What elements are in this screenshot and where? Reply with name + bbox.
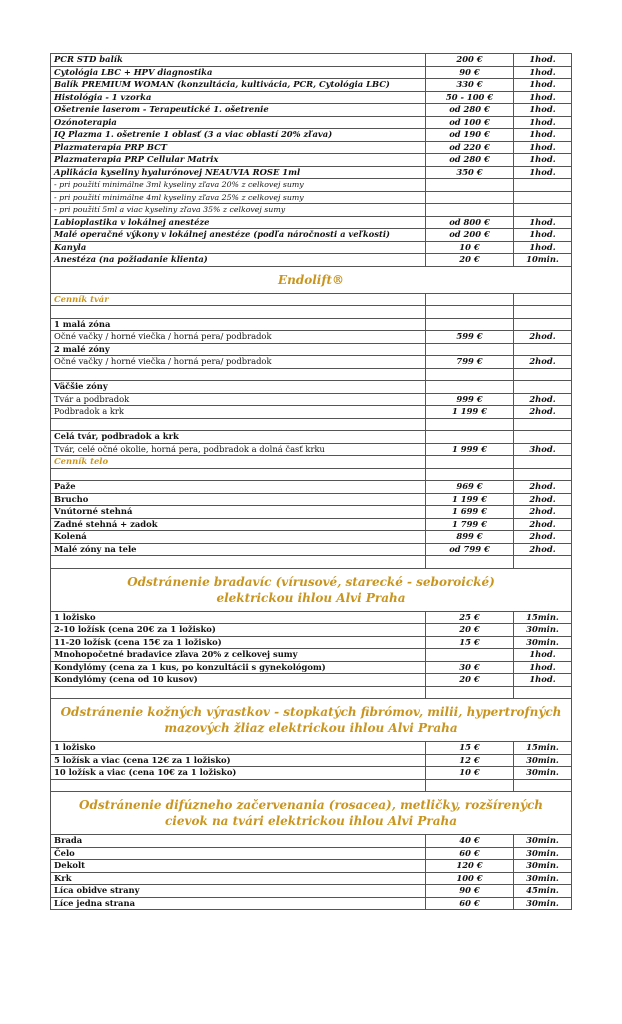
service-row [51, 661, 572, 674]
service-duration [514, 293, 572, 306]
service-row [51, 356, 572, 369]
service-name: Plazmaterapia PRP BCT [51, 141, 426, 154]
service-duration [514, 556, 572, 569]
service-row [51, 674, 572, 687]
service-duration: 1hod. [514, 674, 572, 687]
service-name [51, 418, 426, 431]
service-row [51, 54, 572, 67]
service-name: Líca obidve strany [51, 885, 426, 898]
service-price: 20 € [426, 254, 514, 267]
service-row [51, 835, 572, 848]
service-price [426, 418, 514, 431]
service-name: 5 ložísk a viac (cena 12€ za 1 ložisko) [51, 754, 426, 767]
section-heading-line: Odstránenie difúzneho začervenania (rosacea), metličky, rozšírených [78, 798, 544, 812]
service-duration: 2hod. [514, 493, 572, 506]
service-name: Dekolt [51, 860, 426, 873]
service-name: Kanyla [51, 241, 426, 254]
spacer-row [51, 686, 572, 699]
section-heading-row [51, 699, 572, 742]
service-price [426, 468, 514, 481]
service-price [426, 779, 514, 792]
service-name: 10 ložísk a viac (cena 10€ za 1 ložisko) [51, 767, 426, 780]
service-duration: 30min. [514, 636, 572, 649]
service-price [426, 306, 514, 319]
service-price: 100 € [426, 872, 514, 885]
section-heading [51, 792, 572, 835]
service-row [51, 104, 572, 117]
service-price: 969 € [426, 481, 514, 494]
service-duration [514, 306, 572, 319]
spacer-row [51, 306, 572, 319]
service-name: Kondylómy (cena od 10 kusov) [51, 674, 426, 687]
service-price [426, 293, 514, 306]
subsection-row [51, 293, 572, 306]
service-price: 20 € [426, 674, 514, 687]
service-price: 15 € [426, 636, 514, 649]
service-row [51, 216, 572, 229]
service-price [426, 649, 514, 662]
section-heading-line: Endolift® [277, 272, 345, 287]
service-duration: 2hod. [514, 481, 572, 494]
service-price: 999 € [426, 393, 514, 406]
service-name [51, 779, 426, 792]
service-name: Väčšie zóny [51, 381, 426, 394]
service-duration: 30min. [514, 897, 572, 910]
spacer-row [51, 556, 572, 569]
service-price: od 190 € [426, 129, 514, 142]
section-heading [51, 266, 572, 293]
service-price: 1 699 € [426, 506, 514, 519]
service-duration: 3hod. [514, 443, 572, 456]
service-duration [514, 368, 572, 381]
service-duration: 1hod. [514, 154, 572, 167]
service-duration: 1hod. [514, 241, 572, 254]
service-duration: 45min. [514, 885, 572, 898]
service-name: Vnútorné stehná [51, 506, 426, 519]
service-price: 12 € [426, 754, 514, 767]
spacer-row [51, 368, 572, 381]
service-row [51, 847, 572, 860]
service-price [426, 431, 514, 444]
section-heading-line: Odstránenie kožných výrastkov - stopkatých fibrómov, milii, hypertrofných [60, 705, 562, 719]
service-price: 25 € [426, 611, 514, 624]
service-row [51, 204, 572, 217]
service-name: Očné vačky / horné viečka / horná pera/ podbradok [51, 356, 426, 369]
service-name: Brucho [51, 493, 426, 506]
service-price: 60 € [426, 847, 514, 860]
service-row [51, 493, 572, 506]
service-row [51, 518, 572, 531]
service-duration [514, 381, 572, 394]
service-price: od 100 € [426, 116, 514, 129]
service-name: Cytológia LBC + HPV diagnostika [51, 66, 426, 79]
section-heading-line: elektrickou ihlou Alvi Praha [216, 590, 406, 605]
service-duration: 1hod. [514, 649, 572, 662]
section-heading-row [51, 568, 572, 611]
service-duration [514, 779, 572, 792]
service-price: od 280 € [426, 104, 514, 117]
service-price: od 799 € [426, 543, 514, 556]
service-name: Mnohopočetné bradavice zľava 20% z celkovej sumy [51, 649, 426, 662]
service-duration [514, 204, 572, 217]
service-row [51, 742, 572, 755]
service-duration: 2hod. [514, 506, 572, 519]
service-duration [514, 179, 572, 192]
service-price: 1 199 € [426, 406, 514, 419]
service-name [51, 556, 426, 569]
service-row [51, 393, 572, 406]
service-row [51, 66, 572, 79]
service-row [51, 129, 572, 142]
service-row [51, 885, 572, 898]
service-price: 200 € [426, 54, 514, 67]
spacer-row [51, 468, 572, 481]
service-row [51, 331, 572, 344]
service-price: 10 € [426, 241, 514, 254]
service-name: Líce jedna strana [51, 897, 426, 910]
service-row [51, 767, 572, 780]
service-price: 899 € [426, 531, 514, 544]
service-name: Očné vačky / horné viečka / horná pera/ podbradok [51, 331, 426, 344]
service-row [51, 431, 572, 444]
service-price: 30 € [426, 661, 514, 674]
service-row [51, 636, 572, 649]
service-price: od 220 € [426, 141, 514, 154]
service-name: Cenník tvár [51, 293, 426, 306]
service-duration: 2hod. [514, 356, 572, 369]
service-row [51, 443, 572, 456]
service-name: Histológia - 1 vzorka [51, 91, 426, 104]
service-name: Krk [51, 872, 426, 885]
service-price [426, 204, 514, 217]
service-price: od 200 € [426, 229, 514, 242]
service-duration: 2hod. [514, 331, 572, 344]
service-row [51, 754, 572, 767]
service-duration: 1hod. [514, 141, 572, 154]
service-row [51, 481, 572, 494]
service-name: - pri použití 5ml a viac kyseliny zľava 35% z celkovej sumy [51, 204, 426, 217]
section-heading-line: mazových žliaz elektrickou ihlou Alvi Praha [164, 721, 458, 735]
price-table-body [51, 54, 572, 910]
service-duration: 1hod. [514, 116, 572, 129]
service-row [51, 649, 572, 662]
service-name: Kolená [51, 531, 426, 544]
service-row [51, 154, 572, 167]
service-name: Kondylómy (cena za 1 kus, po konzultácii s gynekológom) [51, 661, 426, 674]
service-duration: 2hod. [514, 531, 572, 544]
price-list [50, 53, 571, 910]
service-name [51, 368, 426, 381]
service-name: Paže [51, 481, 426, 494]
service-duration: 30min. [514, 624, 572, 637]
service-duration [514, 686, 572, 699]
service-row [51, 166, 572, 179]
service-duration: 1hod. [514, 216, 572, 229]
service-name: - pri použití minimálne 4ml kyseliny zľava 25% z celkovej sumy [51, 191, 426, 204]
service-name: Zadné stehná + zadok [51, 518, 426, 531]
service-name: Aplikácia kyseliny hyalurónovej NEAUVIA ROSE 1ml [51, 166, 426, 179]
service-name [51, 468, 426, 481]
price-table [50, 53, 572, 910]
section-heading-row [51, 792, 572, 835]
service-row [51, 543, 572, 556]
service-name: 1 malá zóna [51, 318, 426, 331]
service-duration [514, 468, 572, 481]
service-price [426, 318, 514, 331]
service-row [51, 191, 572, 204]
service-duration [514, 418, 572, 431]
service-name: Podbradok a krk [51, 406, 426, 419]
service-price [426, 381, 514, 394]
service-duration: 30min. [514, 860, 572, 873]
service-price: 20 € [426, 624, 514, 637]
service-row [51, 343, 572, 356]
service-name: IQ Plazma 1. ošetrenie 1 oblasť (3 a viac oblastí 20% zľava) [51, 129, 426, 142]
service-name: Tvár, celé očné okolie, horná pera, podbradok a dolná časť krku [51, 443, 426, 456]
service-duration: 1hod. [514, 104, 572, 117]
service-row [51, 79, 572, 92]
service-duration: 30min. [514, 754, 572, 767]
service-duration: 1hod. [514, 229, 572, 242]
service-duration: 2hod. [514, 518, 572, 531]
service-duration: 1hod. [514, 91, 572, 104]
service-row [51, 624, 572, 637]
service-price: 60 € [426, 897, 514, 910]
service-duration: 30min. [514, 835, 572, 848]
service-duration: 15min. [514, 611, 572, 624]
service-price: 40 € [426, 835, 514, 848]
service-name: 1 ložisko [51, 742, 426, 755]
service-duration: 1hod. [514, 54, 572, 67]
service-price: 350 € [426, 166, 514, 179]
service-name: 1 ložisko [51, 611, 426, 624]
service-price [426, 179, 514, 192]
service-price: 120 € [426, 860, 514, 873]
spacer-row [51, 418, 572, 431]
section-heading-row [51, 266, 572, 293]
service-price: 1 799 € [426, 518, 514, 531]
service-name: Malé operačné výkony v lokálnej anestéze (podľa náročnosti a veľkosti) [51, 229, 426, 242]
service-duration: 1hod. [514, 129, 572, 142]
service-name: Anestéza (na požiadanie klienta) [51, 254, 426, 267]
service-name: 11-20 ložísk (cena 15€ za 1 ložisko) [51, 636, 426, 649]
service-price [426, 686, 514, 699]
service-row [51, 506, 572, 519]
service-price: od 280 € [426, 154, 514, 167]
service-duration: 1hod. [514, 66, 572, 79]
service-price [426, 556, 514, 569]
service-duration: 10min. [514, 254, 572, 267]
service-name: - pri použití minimálne 3ml kyseliny zľava 20% z celkovej sumy [51, 179, 426, 192]
service-name: PCR STD balík [51, 54, 426, 67]
service-row [51, 91, 572, 104]
service-duration [514, 191, 572, 204]
service-name: Cenník telo [51, 456, 426, 469]
service-name: Brada [51, 835, 426, 848]
service-price: od 800 € [426, 216, 514, 229]
service-name: Plazmaterapia PRP Cellular Matrix [51, 154, 426, 167]
service-row [51, 872, 572, 885]
service-name: 2 malé zóny [51, 343, 426, 356]
service-name: Labioplastika v lokálnej anestéze [51, 216, 426, 229]
service-duration: 1hod. [514, 79, 572, 92]
service-price [426, 456, 514, 469]
service-row [51, 897, 572, 910]
service-duration: 1hod. [514, 661, 572, 674]
service-name: 2-10 ložísk (cena 20€ za 1 ložisko) [51, 624, 426, 637]
service-row [51, 531, 572, 544]
service-name: Malé zóny na tele [51, 543, 426, 556]
service-duration: 15min. [514, 742, 572, 755]
service-row [51, 611, 572, 624]
service-price: 90 € [426, 885, 514, 898]
service-price [426, 343, 514, 356]
section-heading-line: Odstránenie bradavíc (vírusové, starecké - seboroické) [127, 574, 495, 589]
service-row [51, 860, 572, 873]
service-row [51, 116, 572, 129]
service-duration: 1hod. [514, 166, 572, 179]
service-price: 90 € [426, 66, 514, 79]
service-duration: 2hod. [514, 393, 572, 406]
service-name: Celá tvár, podbradok a krk [51, 431, 426, 444]
service-name: Ošetrenie laserom - Terapeutické 1. ošetrenie [51, 104, 426, 117]
section-heading [51, 699, 572, 742]
service-name: Čelo [51, 847, 426, 860]
service-row [51, 141, 572, 154]
service-row [51, 318, 572, 331]
service-price: 1 199 € [426, 493, 514, 506]
service-duration [514, 318, 572, 331]
service-price: 50 - 100 € [426, 91, 514, 104]
service-price [426, 191, 514, 204]
subsection-row [51, 456, 572, 469]
service-row [51, 179, 572, 192]
service-price: 599 € [426, 331, 514, 344]
service-row [51, 381, 572, 394]
section-heading-line: cievok na tvári elektrickou ihlou Alvi Praha [164, 814, 458, 828]
service-price: 330 € [426, 79, 514, 92]
service-duration: 2hod. [514, 406, 572, 419]
service-duration [514, 431, 572, 444]
service-duration [514, 343, 572, 356]
service-row [51, 241, 572, 254]
service-duration: 30min. [514, 872, 572, 885]
service-price [426, 368, 514, 381]
service-duration [514, 456, 572, 469]
service-duration: 30min. [514, 847, 572, 860]
service-name [51, 306, 426, 319]
service-name: Balík PREMIUM WOMAN (konzultácia, kultivácia, PCR, Cytológia LBC) [51, 79, 426, 92]
service-duration: 30min. [514, 767, 572, 780]
service-row [51, 254, 572, 267]
service-price: 15 € [426, 742, 514, 755]
section-heading [51, 568, 572, 611]
service-duration: 2hod. [514, 543, 572, 556]
service-row [51, 229, 572, 242]
spacer-row [51, 779, 572, 792]
service-name [51, 686, 426, 699]
service-price: 799 € [426, 356, 514, 369]
service-row [51, 406, 572, 419]
service-name: Tvár a podbradok [51, 393, 426, 406]
service-price: 1 999 € [426, 443, 514, 456]
service-price: 10 € [426, 767, 514, 780]
service-name: Ozónoterapia [51, 116, 426, 129]
